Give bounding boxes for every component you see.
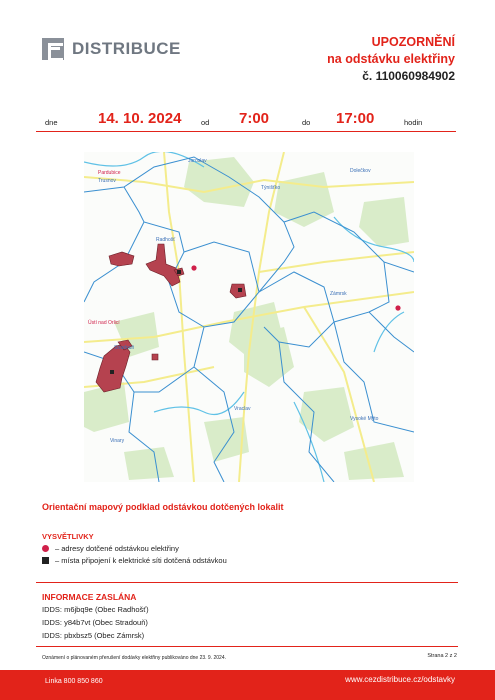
town-label: Vraclav [234,406,251,412]
notice-title: UPOZORNĚNÍ [371,35,455,49]
start-time: 7:00 [239,110,270,127]
website-link[interactable]: www.cezdistribuce.cz/odstavky [345,675,455,684]
affected-addresses [191,265,400,310]
town-label: Radhošť [156,237,176,243]
legend-label: – adresy dotčené odstávkou elektřiny [55,544,179,553]
town-label: Vinary [110,438,125,444]
info-row: IDDS: m6jbq9e (Obec Radhošť) [42,605,149,614]
logo-text: DISTRIBUCE [72,39,181,58]
info-title: INFORMACE ZASLÁNA [42,592,137,602]
outage-area-radhost-west [109,252,134,266]
hour-label: hodin [404,118,423,127]
black-square-icon [42,557,49,564]
notice-heading [327,34,455,85]
from-label: od [201,118,210,127]
town-label: Trusnov [98,178,116,184]
page-number: Strana 2 z 2 [427,653,457,659]
town-label: Pardubice [98,170,121,176]
town-label: Jaroslav [188,158,207,164]
outage-area-stradoun [96,344,130,392]
town-label: Vysoké Mýto [350,416,379,422]
town-label: Dolečkov [350,168,371,174]
town-label: Zámrsk [330,291,347,297]
outage-area-stradoun-east [152,354,158,360]
legend-label: – místa připojení k elektrické síti dotčená odstávkou [55,556,227,565]
end-time: 17:00 [336,110,375,127]
to-label: do [302,118,311,127]
hotline-text: Linka 800 850 860 [45,678,103,685]
notice-number: č. 110060984902 [362,69,455,83]
company-logo [42,38,181,60]
info-row: IDDS: y84b7vt (Obec Stradouň) [42,618,148,627]
legend-item-addresses [42,544,179,553]
connection-marker [110,370,114,374]
divider [36,582,458,583]
outage-date: 14. 10. 2024 [98,110,182,127]
legend-title: VYSVĚTLIVKY [42,532,94,541]
logo-icon [42,38,64,60]
publication-note: Oznámení o plánovaném přerušení dodávky elektřiny publikováno dne 23. 9. 2024. [42,655,227,661]
roads [84,152,414,482]
address-marker [395,305,400,310]
outage-schedule [36,108,456,132]
map-caption: Orientační mapový podklad odstávkou dotčených lokalit [42,502,284,512]
address-marker [191,265,196,270]
connection-marker [238,288,242,292]
footer-bar [0,670,495,700]
town-label: Týnišťko [261,185,281,191]
notice-subtitle: na odstávku elektřiny [327,52,455,66]
outage-map [84,152,414,482]
divider [36,646,458,647]
connection-marker [177,270,181,274]
town-label: Stradouň [114,345,135,351]
date-label: dne [45,118,58,127]
town-label: Ústí nad Orlicí [88,320,120,326]
legend-item-connections [42,556,227,565]
red-dot-icon [42,545,49,552]
info-row: IDDS: pbxbsz5 (Obec Zámrsk) [42,631,145,640]
